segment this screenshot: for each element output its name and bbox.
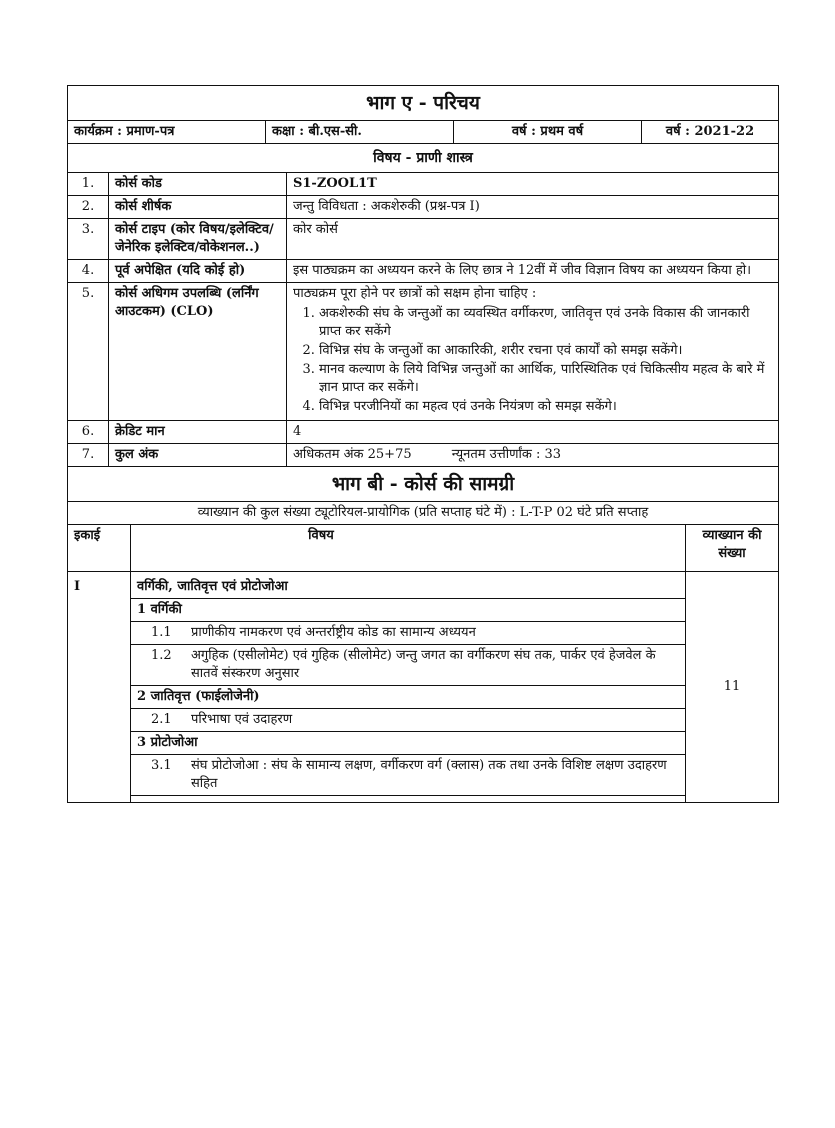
clo-list <box>293 305 772 416</box>
course-title: जन्तु विविधता : अकशेरुकी (प्रश्न-पत्र I) <box>287 196 779 219</box>
course-code: S1-ZOOL1T <box>287 173 779 196</box>
section-heading: 2 जातिवृत्त (फाईलोजेनी) <box>131 686 686 709</box>
row-label: कोर्स अधिगम उपलब्धि (लर्निंग आउटकम) (CLO) <box>109 283 287 421</box>
max-marks: अधिकतम अंक 25+75 <box>293 447 412 462</box>
clo-cell <box>287 283 779 421</box>
table-row <box>68 219 779 260</box>
marks-cell <box>287 444 779 467</box>
year: वर्ष : प्रथम वर्ष <box>454 121 642 144</box>
row-label: कोर्स कोड <box>109 173 287 196</box>
session: वर्ष : 2021-22 <box>642 121 779 144</box>
unit-number: I <box>68 572 131 803</box>
topic-header: विषय <box>131 525 686 572</box>
row-number: 1. <box>68 173 109 196</box>
list-item: 1. अकशेरुकी संघ के जन्तुओं का व्यवस्थित वर्गीकरण, जातिवृत्त एवं उनके विकास की जानकारी प्राप्त कर सकेंगे <box>319 305 772 341</box>
clo-intro: पाठ्यक्रम पूरा होने पर छात्रों को सक्षम होना चाहिए : <box>293 286 537 301</box>
list-item: 3.1 संघ प्रोटोजोआ : संघ के सामान्य लक्षण, वर्गीकरण वर्ग (क्लास) तक तथा उनके विशिष्ट लक्षण उदाहरण सहित <box>131 755 686 796</box>
row-label: पूर्व अपेक्षित (यदि कोई हो) <box>109 260 287 283</box>
list-item: 4. विभिन्न परजीनियों का महत्व एवं उनके नियंत्रण को समझ सकेंगे। <box>319 398 772 416</box>
lectures-header: व्याख्यान की संख्या <box>686 525 779 572</box>
row-label: कोर्स शीर्षक <box>109 196 287 219</box>
prerequisite: इस पाठ्यक्रम का अध्ययन करने के लिए छात्र ने 12वीं में जीव विज्ञान विषय का अध्ययन किया हो। <box>287 260 779 283</box>
class: कक्षा : बी.एस-सी. <box>266 121 454 144</box>
row-number: 2. <box>68 196 109 219</box>
subject-title: विषय - प्राणी शास्त्र <box>68 144 779 173</box>
min-marks: न्यूनतम उत्तीर्णांक : 33 <box>451 447 562 462</box>
list-item: 1.2 अगुहिक (एसीलोमेट) एवं गुहिक (सीलोमेट) जन्तु जगत का वर्गीकरण संघ तक, पार्कर एवं हेजवेल के सातवें संस्करण अनुसार <box>131 645 686 686</box>
list-item: 2.1 परिभाषा एवं उदाहरण <box>131 709 686 732</box>
row-label: क्रेडिट मान <box>109 421 287 444</box>
list-item: 2. विभिन्न संघ के जन्तुओं का आकारिकी, शरीर रचना एवं कार्यों को समझ सकेंगे। <box>319 342 772 360</box>
row-label: कोर्स टाइप (कोर विषय/इलेक्टिव/जेनेरिक इलेक्टिव/वोकेशनल..) <box>109 219 287 260</box>
course-info-table <box>67 172 779 467</box>
table-row <box>68 444 779 467</box>
programme: कार्यक्रम : प्रमाण-पत्र <box>68 121 266 144</box>
row-number: 6. <box>68 421 109 444</box>
table-row <box>68 173 779 196</box>
spacer <box>131 796 686 803</box>
unit-header: इकाई <box>68 525 131 572</box>
list-item: 1.1 प्राणीकीय नामकरण एवं अन्तर्राष्ट्रीय कोड का सामान्य अध्ययन <box>131 622 686 645</box>
part-b-table <box>67 466 779 803</box>
row-number: 4. <box>68 260 109 283</box>
part-a-table <box>67 85 779 173</box>
table-row <box>68 196 779 219</box>
row-number: 5. <box>68 283 109 421</box>
section-heading: 3 प्रोटोजोआ <box>131 732 686 755</box>
row-label: कुल अंक <box>109 444 287 467</box>
unit-lectures: 11 <box>686 572 779 803</box>
lecture-note: व्याख्यान की कुल संख्या ट्यूटोरियल-प्रायोगिक (प्रति सप्ताह घंटे में) : L-T-P 02 घंटे प्रति सप्ताह <box>68 502 779 525</box>
credit-value: 4 <box>287 421 779 444</box>
table-row <box>68 260 779 283</box>
syllabus-page <box>67 85 779 803</box>
table-row <box>68 421 779 444</box>
table-row <box>68 283 779 421</box>
list-item: 3. मानव कल्याण के लिये विभिन्न जन्तुओं का आर्थिक, पारिस्थितिक एवं चिकित्सीय महत्व के बारे में ज्ञान प्राप्त कर सकेंगे। <box>319 361 772 397</box>
part-a-title: भाग ए - परिचय <box>68 86 779 121</box>
section-heading: 1 वर्गिकी <box>131 599 686 622</box>
row-number: 7. <box>68 444 109 467</box>
course-type: कोर कोर्स <box>287 219 779 260</box>
row-number: 3. <box>68 219 109 260</box>
part-b-title: भाग बी - कोर्स की सामग्री <box>68 467 779 502</box>
unit-title: वर्गिकी, जातिवृत्त एवं प्रोटोजोआ <box>131 572 686 599</box>
